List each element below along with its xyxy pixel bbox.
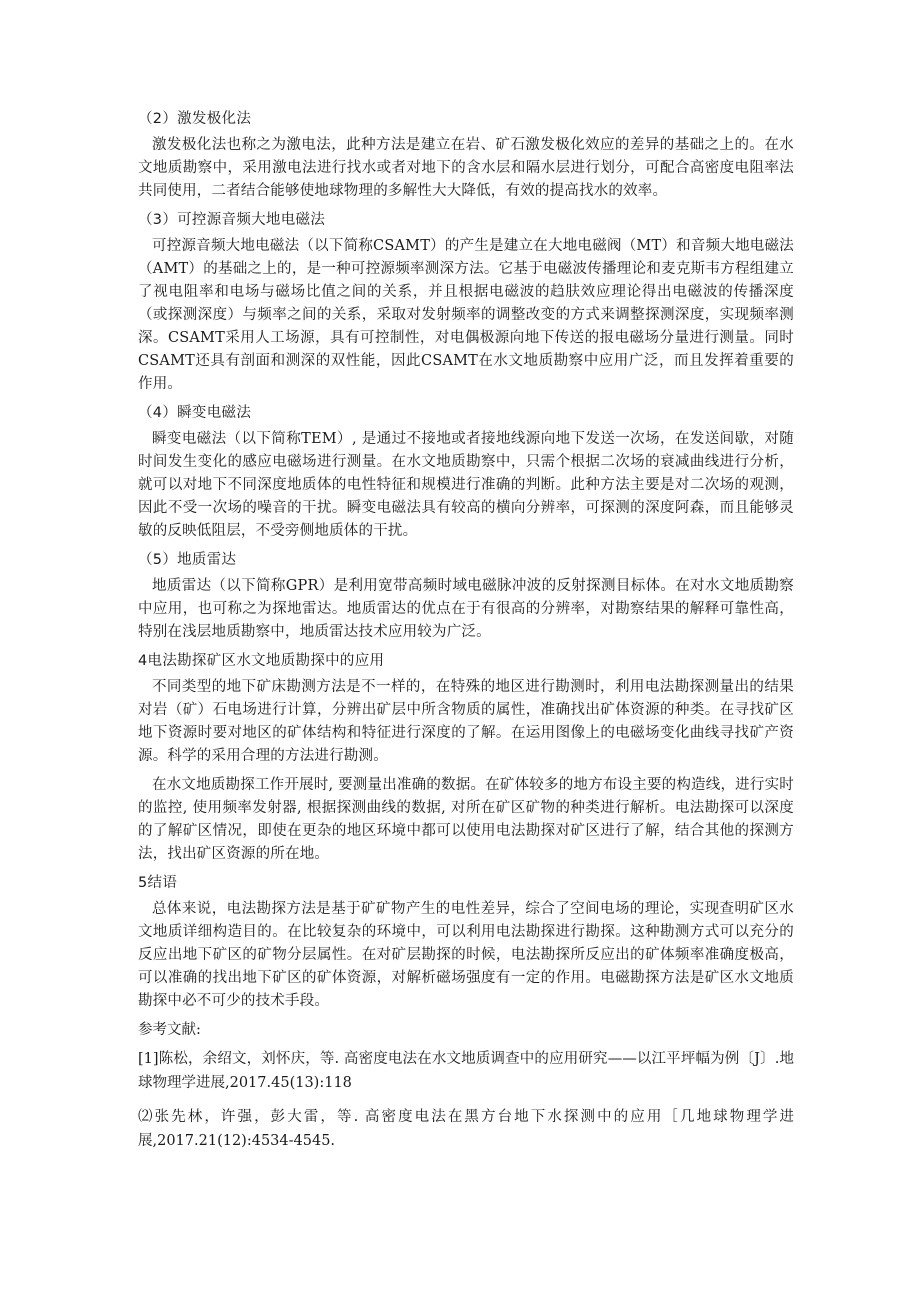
- paragraph-application-1: 不同类型的地下矿床勘测方法是不一样的，在特殊的地区进行勘测时，利用电法勘探测量出的结果对岩（矿）石电场进行计算，分辨出矿层中所含物质的属性，准确找出矿体资源的种类。在寻找矿区地下资源时要对地区的矿体结构和特征进行深度的了解。在运用图像上的电磁场变化曲线寻找矿产资源。科学的采用合理的方法进行勘测。: [138, 679, 794, 764]
- chapter-heading-4: 4电法勘探矿区水文地质勘探中的应用: [138, 653, 385, 669]
- chapter-heading-5: 5结语: [138, 875, 178, 891]
- paragraph-induced-polarization: 激发极化法也称之为激电法，此种方法是建立在岩、矿石激发极化效应的差异的基础之上的。在水文地质勘察中，采用激电法进行找水或者对地下的含水层和隔水层进行划分，可配合高密度电阻率法共同使用，二者结合能够使地球物理的多解性大大降低，有效的提高找水的效率。: [138, 137, 794, 199]
- section-heading-5: （5）地质雷达: [138, 552, 237, 568]
- section-heading-3: （3）可控源音频大地电磁法: [138, 212, 326, 228]
- document-page: [138, 108, 794, 1163]
- paragraph-tem: 瞬变电磁法（以下简称TEM）, 是通过不接地或者接地线源向地下发送一次场，在发送间歇，对随时间发生变化的感应电磁场进行测量。在水文地质勘察中，只需个根据二次场的衰减曲线进行分析，就可以对地下不同深度地质体的电性特征和规模进行准确的判断。此种方法主要是对二次场的观测，因此不受一次场的噪音的干扰。瞬变电磁法具有较高的横向分辨率，可探测的深度阿森，而且能够灵敏的反映低阻层，不受旁侧地质体的干扰。: [138, 431, 794, 539]
- paragraph-conclusion: 总体来说，电法勘探方法是基于矿矿物产生的电性差异，综合了空间电场的理论，实现查明矿区水文地质详细构造目的。在比较复杂的环境中，可以利用电法勘探进行勘探。这种勘测方式可以充分的反应出地下矿区的矿物分层属性。在对矿层勘探的时候，电法勘探所反应出的矿体频率准确度极高，可以准确的找出地下矿区的矿体资源，对解析磁场强度有一定的作用。电磁勘探方法是矿区水文地质勘探中必不可少的技术手段。: [138, 901, 794, 1009]
- reference-item-1: [1]陈松，余绍文，刘怀庆，等. 高密度电法在水文地质调查中的应用研究——以江平坪幅为例〔J〕.地球物理学进展,2017.45(13):118: [138, 1051, 794, 1091]
- section-heading-2: （2）激发极化法: [138, 111, 252, 127]
- section-heading-4: （4）瞬变电磁法: [138, 405, 252, 421]
- paragraph-gpr: 地质雷达（以下简称GPR）是利用宽带高频时域电磁脉冲波的反射探测目标体。在对水文地质勘察中应用，也可称之为探地雷达。地质雷达的优点在于有很高的分辨率，对勘察结果的解释可靠性高，特别在浅层地质勘察中，地质雷达技术应用较为广泛。: [138, 578, 794, 640]
- references-title: 参考文献:: [138, 1022, 201, 1038]
- paragraph-application-2: 在水文地质勘探工作开展时, 要测量出准确的数据。在矿体较多的地方布设主要的构造线，进行实时的监控, 使用频率发射器, 根据探测曲线的数据, 对所在矿区矿物的种类进行解析。电法勘探可以深度的了解矿区情况，即使在更杂的地区环境中都可以使用电法勘探对矿区进行了解，结合其他的探测方法，找出矿区资源的所在地。: [138, 777, 794, 862]
- reference-item-2: ⑵张先林，许强，彭大雷，等. 高密度电法在黑方台地下水探测中的应用［几地球物理学进展,2017.21(12):4534-4545.: [138, 1109, 794, 1149]
- paragraph-csamt: 可控源音频大地电磁法（以下简称CSAMT）的产生是建立在大地电磁阀（MT）和音频大地电磁法（AMT）的基础之上的，是一种可控源频率测深方法。它基于电磁波传播理论和麦克斯韦方程组建立了视电阻率和电场与磁场比值之间的关系，并且根据电磁波的趋肤效应理论得出电磁波的传播深度（或探测深度）与频率之间的关系，采取对发射频率的调整改变的方式来调整探测深度，实现频率测深。CSAMT采用人工场源，具有可控制性，对电偶极源向地下传送的报电磁场分量进行测量。同时CSAMT还具有剖面和测深的双性能，因此CSAMT在水文地质勘察中应用广泛，而且发挥着重要的作用。: [138, 238, 794, 392]
